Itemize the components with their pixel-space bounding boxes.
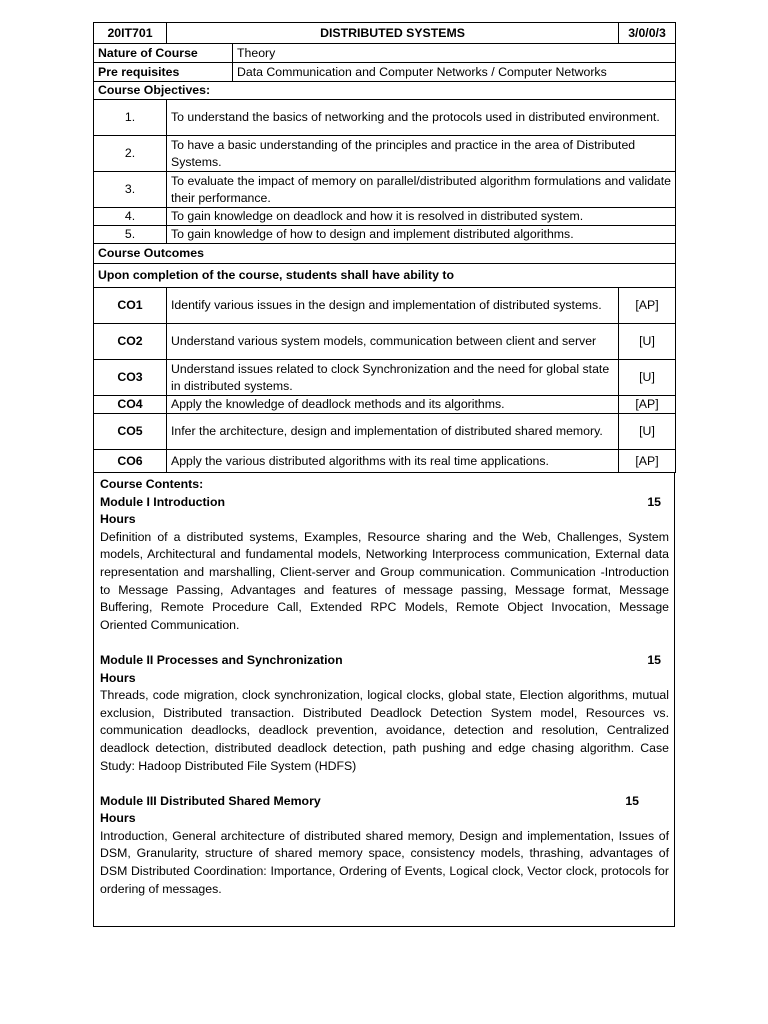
outcome-text: Understand issues related to clock Synchronization and the need for global state in distributed systems. — [167, 360, 619, 396]
module-title: Module III Distributed Shared Memory — [100, 793, 321, 808]
objective-text: To understand the basics of networking and the protocols used in distributed environment. — [167, 100, 676, 136]
outcomes-intro: Upon completion of the course, students shall have ability to — [94, 264, 676, 288]
objective-row — [94, 136, 676, 172]
spacer — [100, 634, 669, 652]
module-title: Module I Introduction — [100, 494, 225, 509]
outcome-code: CO3 — [94, 360, 167, 396]
course-title: DISTRIBUTED SYSTEMS — [167, 23, 619, 44]
outcome-code: CO1 — [94, 288, 167, 324]
spacer — [100, 775, 669, 793]
course-credits: 3/0/0/3 — [619, 23, 676, 44]
course-code: 20IT701 — [94, 23, 167, 44]
objective-text: To gain knowledge of how to design and implement distributed algorithms. — [167, 226, 676, 244]
module-body: Introduction, General architecture of distributed shared memory, Design and implementation, Issues of DSM, Granularity, structure of shared memory space, consistency models, thrashing, advantages of DSM Distributed Coordination: Importance, Ordering of Events, Logical clock, Vector clock, protocols for ordering of messages. — [100, 828, 669, 896]
outcome-text: Apply the various distributed algorithms with its real time applications. — [167, 450, 619, 473]
prereq-value: Data Communication and Computer Networks / Computer Networks — [233, 63, 676, 82]
outcome-code: CO2 — [94, 324, 167, 360]
prereq-row — [94, 63, 676, 82]
outcome-text: Apply the knowledge of deadlock methods and its algorithms. — [167, 396, 619, 414]
objective-row — [94, 100, 676, 136]
nature-value: Theory — [233, 44, 676, 63]
objective-text: To gain knowledge on deadlock and how it is resolved in distributed system. — [167, 208, 676, 226]
outcome-row — [94, 360, 676, 396]
module-hours-number: 15 — [647, 494, 661, 509]
objective-number: 5. — [94, 226, 167, 244]
prereq-label: Pre requisites — [94, 63, 233, 82]
outcomes-heading-row — [94, 244, 676, 264]
contents-heading: Course Contents: — [100, 477, 204, 491]
outcome-text: Understand various system models, communication between client and server — [167, 324, 619, 360]
outcome-code: CO5 — [94, 414, 167, 450]
module-body: Threads, code migration, clock synchronization, logical clocks, global state, Election algorithms, mutual exclusion, Distributed transaction. Distributed Deadlock Detection System model, Resources vs. communication deadlocks, deadlock prevention, avoidance, detection and resolution, Centralized deadlock detection, distributed deadlock detection, path pushing and edge chasing algorithm. Case Study: Hadoop Distributed File System (HDFS) — [100, 688, 669, 773]
outcome-text: Infer the architecture, design and implementation of distributed shared memory. — [167, 414, 619, 450]
objective-number: 4. — [94, 208, 167, 226]
objective-text: To evaluate the impact of memory on parallel/distributed algorithm formulations and validate their performance. — [167, 172, 676, 208]
module-header — [100, 793, 669, 811]
module-hours-number: 15 — [647, 652, 661, 667]
module-title: Module II Processes and Synchronization — [100, 652, 343, 667]
module-hours-label: Hours — [100, 811, 136, 826]
outcome-level: [AP] — [619, 450, 676, 473]
outcome-level: [U] — [619, 360, 676, 396]
syllabus-sheet — [93, 22, 675, 927]
outcome-level: [U] — [619, 414, 676, 450]
objective-number: 1. — [94, 100, 167, 136]
objective-row — [94, 208, 676, 226]
course-contents — [93, 473, 675, 927]
module-header — [100, 652, 669, 670]
outcome-row — [94, 396, 676, 414]
objectives-heading: Course Objectives: — [94, 82, 676, 100]
outcome-row — [94, 324, 676, 360]
outcomes-heading: Course Outcomes — [94, 244, 676, 264]
module-hours-label: Hours — [100, 512, 136, 527]
objective-number: 3. — [94, 172, 167, 208]
module-hours-number: 15 — [625, 793, 639, 808]
module-body: Definition of a distributed systems, Examples, Resource sharing and the Web, Challenges, System models, Architectural and fundamental models, Networking Interprocess communication, External data representation and marshalling, Client-server and Group communication. Communication -Introduction to Message Passing, Advantages and features of message passing, Message format, Message Buffering, Remote Procedure Call, Extended RPC Models, Remote Object Invocation, Message Oriented Communication. — [100, 529, 669, 632]
objectives-heading-row — [94, 82, 676, 100]
outcomes-intro-row — [94, 264, 676, 288]
outcome-code: CO4 — [94, 396, 167, 414]
header-row — [94, 23, 676, 44]
outcome-level: [AP] — [619, 288, 676, 324]
outcome-level: [AP] — [619, 396, 676, 414]
objective-row — [94, 172, 676, 208]
syllabus-table — [93, 22, 676, 473]
objective-row — [94, 226, 676, 244]
module-header — [100, 494, 669, 512]
outcome-row — [94, 414, 676, 450]
outcome-row — [94, 288, 676, 324]
outcome-level: [U] — [619, 324, 676, 360]
objective-text: To have a basic understanding of the principles and practice in the area of Distributed Systems. — [167, 136, 676, 172]
outcome-row — [94, 450, 676, 473]
nature-row — [94, 44, 676, 63]
module-hours-label: Hours — [100, 670, 136, 685]
objective-number: 2. — [94, 136, 167, 172]
outcome-code: CO6 — [94, 450, 167, 473]
outcome-text: Identify various issues in the design and implementation of distributed systems. — [167, 288, 619, 324]
nature-label: Nature of Course — [94, 44, 233, 63]
